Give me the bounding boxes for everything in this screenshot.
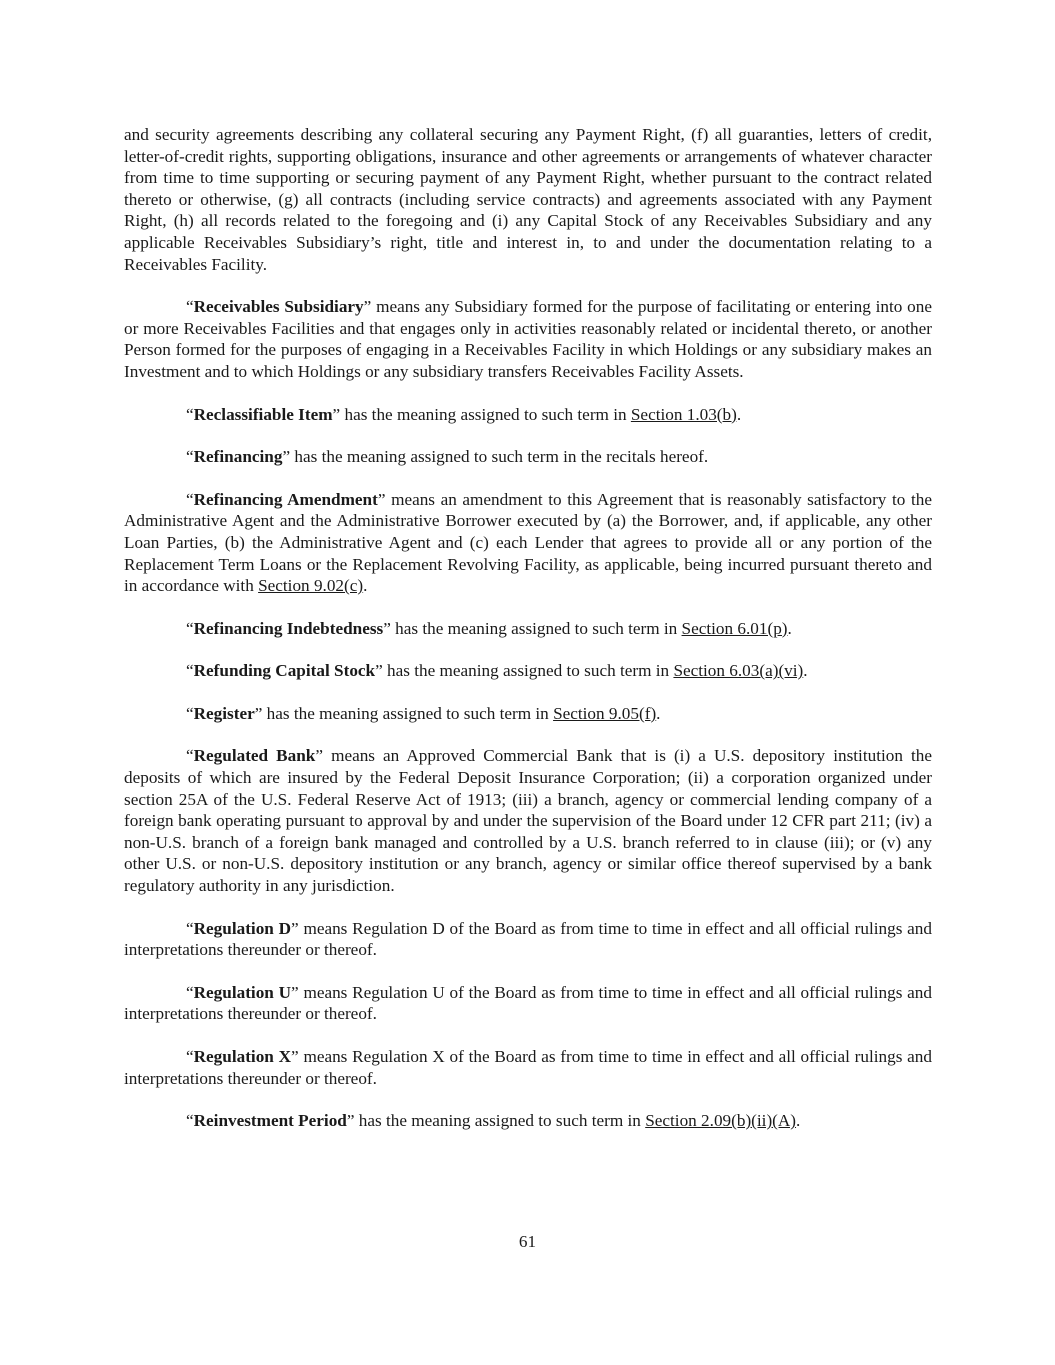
definition-text: ” means Regulation X of the Board as from time to time in effect and all official rulings and interpretations thereunder or thereof.	[124, 1047, 932, 1088]
document-page	[124, 124, 932, 1153]
definition-paragraph	[124, 660, 932, 682]
definition-paragraph	[124, 489, 932, 597]
defined-term: Refinancing Amendment	[193, 489, 378, 509]
open-quote: “	[186, 447, 194, 467]
definition-paragraph	[124, 618, 932, 640]
open-quote: “	[186, 489, 194, 509]
defined-term: Reclassifiable Item	[193, 404, 333, 424]
defined-term: Regulation U	[193, 982, 292, 1002]
definition-text: ” has the meaning assigned to such term in	[375, 661, 674, 681]
open-quote: “	[186, 618, 194, 638]
definition-paragraph	[124, 296, 932, 382]
definition-tail: .	[736, 404, 742, 424]
section-reference: Section 2.09(b)(ii)(A)	[645, 1111, 797, 1131]
definition-tail: .	[796, 1111, 801, 1131]
open-quote: “	[186, 1111, 194, 1131]
defined-term: Receivables Subsidiary	[193, 297, 364, 317]
open-quote: “	[186, 297, 194, 317]
defined-term: Reinvestment Period	[193, 1111, 347, 1131]
definition-text: ” has the meaning assigned to such term in the recitals hereof.	[282, 447, 709, 467]
definition-paragraph	[124, 1110, 932, 1132]
definition-paragraph	[124, 745, 932, 896]
definition-text: ” has the meaning assigned to such term in	[332, 404, 631, 424]
defined-term: Refunding Capital Stock	[193, 661, 376, 681]
definition-paragraph	[124, 446, 932, 468]
defined-term: Refinancing Indebtedness	[193, 618, 384, 638]
open-quote: “	[186, 703, 194, 723]
definition-tail: .	[363, 576, 368, 596]
definition-paragraph	[124, 918, 932, 961]
open-quote: “	[186, 918, 194, 938]
definition-tail: .	[656, 703, 661, 723]
open-quote: “	[186, 1047, 194, 1066]
continuation-paragraph: and security agreements describing any collateral securing any Payment Right, (f) all guaranties, letters of credit, letter-of-credit rights, supporting obligations, insurance and other agreements or arrangements of whatever character from time to time supporting or securing payment of any Payment Right, whether pursuant to the contract related thereto or otherwise, (g) all contracts (including service contracts) and agreements associated with any Payment Right, (h) all records related to the foregoing and (i) any Capital Stock of any Receivables Subsidiary and any applicable Receivables Subsidiary’s right, title and interest in, to and under the documentation relating to a Receivables Facility.	[124, 125, 932, 274]
open-quote: “	[186, 404, 194, 424]
open-quote: “	[186, 661, 194, 681]
definition-paragraph	[124, 1046, 932, 1089]
defined-term: Refinancing	[193, 447, 283, 467]
section-reference: Section 1.03(b)	[630, 404, 737, 424]
defined-term: Regulation X	[193, 1047, 292, 1066]
defined-term: Register	[193, 703, 255, 723]
definition-text: ” has the meaning assigned to such term in	[346, 1111, 646, 1131]
definition-text: ” means Regulation U of the Board as from time to time in effect and all official rulings and interpretations thereunder or thereof.	[124, 982, 932, 1024]
defined-term: Regulated Bank	[193, 746, 316, 766]
definition-text: ” means an amendment to this Agreement that is reasonably satisfactory to the Administrative Agent and the Administrative Borrower executed by (a) the Borrower, and, if applicable, any other Loan Parties, (b) the Administrative Agent and (c) each Lender that agrees to provide all or any portion of the Replacement Term Loans or the Replacement Revolving Facility, as applicable, being incurred pursuant thereto and in accordance with	[124, 489, 932, 596]
definition-tail: .	[787, 618, 792, 638]
definition-text: ” has the meaning assigned to such term in	[254, 703, 554, 723]
definition-paragraph	[124, 404, 932, 426]
page-number: 61	[518, 1232, 537, 1251]
section-reference: Section 6.01(p)	[681, 618, 788, 638]
section-reference: Section 6.03(a)(vi)	[673, 661, 804, 681]
definition-text: ” has the meaning assigned to such term in	[383, 618, 682, 638]
open-quote: “	[186, 982, 194, 1002]
definition-text: ” means any Subsidiary formed for the purpose of facilitating or entering into one or more Receivables Facilities and that engages only in activities reasonably related or incidental thereto, or another Person formed for the purposes of engaging in a Receivables Facility in which Holdings or any subsidiary makes an Investment and to which Holdings or any subsidiary transfers Receivables Facility Assets.	[124, 297, 933, 381]
definition-text: ” means Regulation D of the Board as from time to time in effect and all official rulings and interpretations thereunder or thereof.	[124, 918, 932, 960]
defined-term: Regulation D	[193, 918, 292, 938]
open-quote: “	[186, 746, 194, 766]
definition-text: ” means an Approved Commercial Bank that is (i) a U.S. depository institution the deposits of which are insured by the Federal Deposit Insurance Corporation; (ii) a corporation organized under section 25A of the U.S. Federal Reserve Act of 1913; (iii) a branch, agency or commercial lending company of a foreign bank operating pursuant to approval by and under the supervision of the Board under 12 CFR part 211; (iv) a non-U.S. branch of a foreign bank managed and controlled by a U.S. branch referred to in clause (iii); or (v) any other U.S. or non-U.S. depository institution or any branch, agency or similar office thereof supervised by a bank regulatory authority in any jurisdiction.	[124, 746, 932, 896]
section-reference: Section 9.05(f)	[553, 703, 657, 723]
definition-tail: .	[803, 661, 808, 681]
definition-paragraph	[124, 703, 932, 725]
section-reference: Section 9.02(c)	[258, 576, 364, 596]
definition-paragraph	[124, 982, 932, 1025]
